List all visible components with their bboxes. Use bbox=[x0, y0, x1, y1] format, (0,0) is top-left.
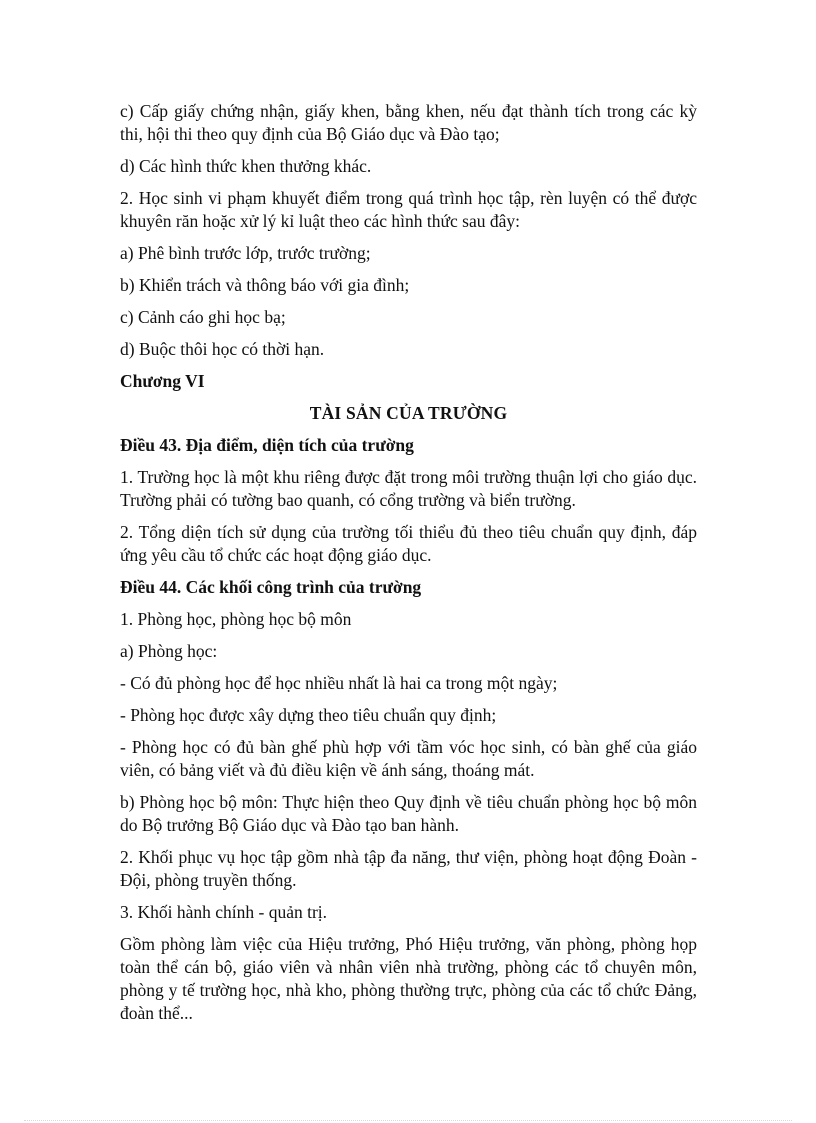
chapter-heading: Chương VI bbox=[120, 371, 205, 391]
paragraph: 2. Học sinh vi phạm khuyết điểm trong quá trình học tập, rèn luyện có thể được khuyên răn hoặc xử lý kỉ luật theo các hình thức sau đây: bbox=[120, 188, 697, 231]
paragraph: 2. Tổng diện tích sử dụng của trường tối thiểu đủ theo tiêu chuẩn quy định, đáp ứng yêu cầu tổ chức các hoạt động giáo dục. bbox=[120, 522, 697, 565]
list-item: - Phòng học được xây dựng theo tiêu chuẩn quy định; bbox=[120, 705, 497, 725]
document-page bbox=[120, 100, 697, 1034]
paragraph: 1. Trường học là một khu riêng được đặt trong môi trường thuận lợi cho giáo dục. Trường phải có tường bao quanh, có cổng trường và biển trường. bbox=[120, 467, 697, 510]
paragraph: 3. Khối hành chính - quản trị. bbox=[120, 902, 328, 922]
list-item: a) Phê bình trước lớp, trước trường; bbox=[120, 243, 371, 263]
list-item: - Phòng học có đủ bàn ghế phù hợp với tầm vóc học sinh, có bàn ghế của giáo viên, có bảng viết và đủ điều kiện về ánh sáng, thoáng mát. bbox=[120, 737, 697, 780]
paragraph: c) Cấp giấy chứng nhận, giấy khen, bằng khen, nếu đạt thành tích trong các kỳ thi, hội thi theo quy định của Bộ Giáo dục và Đào tạo; bbox=[120, 101, 697, 144]
paragraph: 2. Khối phục vụ học tập gồm nhà tập đa năng, thư viện, phòng hoạt động Đoàn - Đội, phòng truyền thống. bbox=[120, 847, 697, 890]
page-bottom-divider bbox=[24, 1120, 792, 1121]
list-item: d) Buộc thôi học có thời hạn. bbox=[120, 339, 325, 359]
chapter-title: TÀI SẢN CỦA TRƯỜNG bbox=[309, 403, 508, 423]
list-item: c) Cảnh cáo ghi học bạ; bbox=[120, 307, 286, 327]
paragraph: d) Các hình thức khen thưởng khác. bbox=[120, 156, 372, 176]
paragraph: Gồm phòng làm việc của Hiệu trưởng, Phó Hiệu trưởng, văn phòng, phòng họp toàn thể cán bộ, giáo viên và nhân viên nhà trường, phòng các tổ chuyên môn, phòng y tế trường học, nhà kho, phòng thường trực, phòng của các tổ chức Đảng, đoàn thể... bbox=[120, 934, 697, 1023]
list-item: b) Khiển trách và thông báo với gia đình; bbox=[120, 275, 410, 295]
article-heading: Điều 44. Các khối công trình của trường bbox=[120, 577, 422, 597]
article-heading: Điều 43. Địa điểm, diện tích của trường bbox=[120, 435, 414, 455]
paragraph: a) Phòng học: bbox=[120, 641, 218, 661]
paragraph: b) Phòng học bộ môn: Thực hiện theo Quy định về tiêu chuẩn phòng học bộ môn do Bộ trưởng Bộ Giáo dục và Đào tạo ban hành. bbox=[120, 792, 697, 835]
list-item: - Có đủ phòng học để học nhiều nhất là hai ca trong một ngày; bbox=[120, 673, 558, 693]
paragraph: 1. Phòng học, phòng học bộ môn bbox=[120, 609, 352, 629]
